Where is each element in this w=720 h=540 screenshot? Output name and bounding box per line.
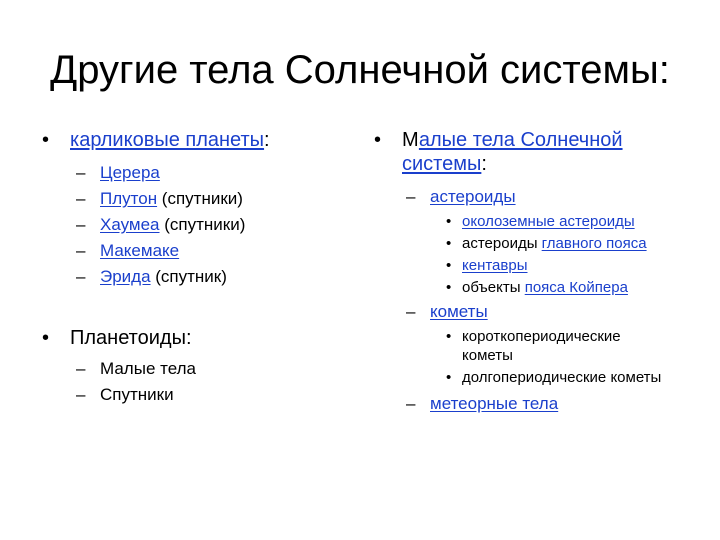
bullet-icon: • [446, 369, 452, 386]
pluto-link[interactable]: Плутон [100, 189, 158, 208]
small-bodies-colon: : [481, 153, 487, 175]
ceres-link[interactable]: Церера [100, 163, 160, 182]
small-bodies-heading [372, 128, 702, 176]
list-item: • объекты пояса Койпера [446, 279, 628, 296]
list-item [40, 160, 340, 186]
dwarf-planets-colon: : [264, 129, 270, 151]
dash-icon: – [406, 394, 416, 413]
dash-icon: – [76, 189, 86, 208]
right-column [372, 128, 702, 417]
small-bodies-link-2[interactable]: системы [402, 153, 482, 175]
list-item [40, 264, 340, 290]
satellites-item: Спутники [100, 385, 174, 404]
small-bodies-item: Малые тела [100, 359, 196, 378]
list-item [40, 382, 340, 408]
list-item [372, 368, 662, 387]
list-item [372, 327, 662, 365]
asteroids-list [372, 212, 702, 297]
dwarf-planets-heading [40, 128, 340, 152]
eris-link[interactable]: Эрида [100, 267, 151, 286]
bullet-icon: • [446, 213, 452, 230]
kuiper-belt-link[interactable]: пояса Койпера [524, 279, 628, 296]
planetoids-label: Планетоиды: [70, 327, 192, 349]
planetoids-list [40, 356, 340, 408]
dash-icon: – [406, 187, 416, 206]
eris-suffix: (спутник) [150, 267, 227, 286]
list-item [372, 256, 702, 275]
left-column [40, 128, 340, 408]
bullet-icon: • [42, 129, 50, 151]
comets-list [372, 327, 702, 387]
dash-icon: – [76, 267, 86, 286]
main-belt-link[interactable]: главного пояса [541, 235, 647, 252]
page-title: Другие тела Солнечной системы: [50, 48, 670, 92]
bullet-icon: • [374, 129, 382, 151]
makemake-link[interactable]: Макемаке [100, 241, 180, 260]
haumea-link[interactable]: Хаумеа [100, 215, 160, 234]
dwarf-planets-link[interactable]: карликовые планеты [70, 129, 265, 151]
list-item [40, 356, 340, 382]
pluto-suffix: (спутники) [157, 189, 243, 208]
dash-icon: – [76, 163, 86, 182]
short-period-comets: короткопериодические кометы [462, 328, 621, 364]
dash-icon: – [76, 359, 86, 378]
dwarf-planets-list [40, 160, 340, 290]
bullet-icon: • [446, 235, 452, 252]
list-item: • астероиды главного пояса [446, 235, 647, 252]
bullet-icon: • [42, 327, 50, 349]
bullet-icon: • [446, 257, 452, 274]
list-item [40, 186, 340, 212]
planetoids-heading [40, 326, 340, 350]
comets-heading [372, 299, 702, 325]
dash-icon: – [406, 302, 416, 321]
small-bodies-prefix: М [402, 129, 419, 151]
bullet-icon: • [446, 328, 452, 345]
asteroids-heading [372, 184, 702, 210]
list-item [372, 212, 702, 231]
comets-link[interactable]: кометы [430, 302, 488, 321]
list-item [40, 212, 340, 238]
dash-icon: – [76, 385, 86, 404]
centaurs-link[interactable]: кентавры [462, 257, 528, 274]
small-bodies-link-1[interactable]: алые тела Солнечной [418, 129, 623, 151]
bullet-icon: • [446, 279, 452, 296]
meteor-heading [372, 391, 702, 417]
haumea-suffix: (спутники) [159, 215, 246, 234]
dash-icon: – [76, 241, 86, 260]
long-period-comets: долгопериодические кометы [462, 369, 662, 386]
asteroids-link[interactable]: астероиды [430, 187, 516, 206]
dash-icon: – [76, 215, 86, 234]
meteor-bodies-link[interactable]: метеорные тела [430, 394, 559, 413]
near-earth-asteroids-link[interactable]: околоземные астероиды [462, 213, 635, 230]
list-item [40, 238, 340, 264]
